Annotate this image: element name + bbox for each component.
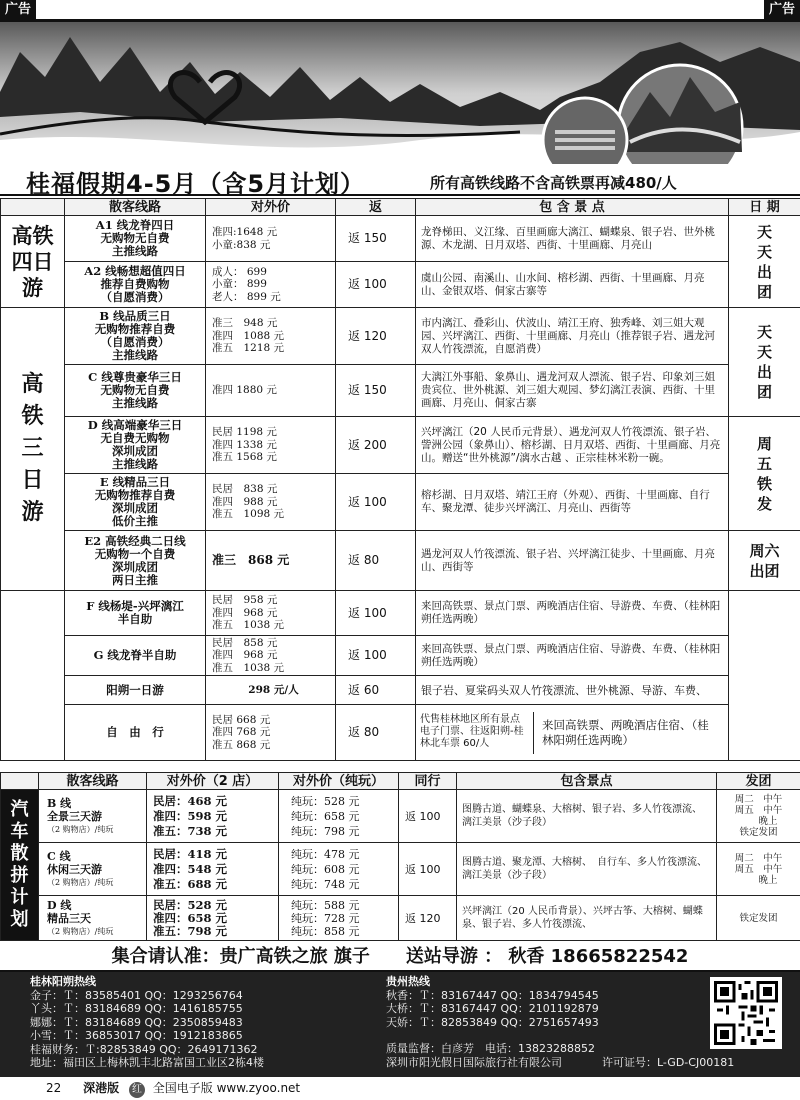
category-bus-label: 汽车散拼计划 <box>10 799 29 930</box>
banner-image <box>0 22 800 164</box>
route-name: C 线尊贵豪华三日 无购物无自费 主推线路 <box>65 365 206 417</box>
route-return: 返 120 <box>336 308 416 365</box>
bus-col-depart: 发团 <box>717 773 800 790</box>
rail-row <box>1 591 800 636</box>
bus-col-route: 散客线路 <box>39 773 147 790</box>
footer-right <box>386 975 734 1069</box>
footer-line: 娜娜：Ｔ：83184689 QQ：2350859483 <box>30 1015 243 1029</box>
bus-pure-price: 纯玩：478 元 纯玩：608 元 纯玩：748 元 <box>279 843 399 896</box>
bus-return: 返 100 <box>399 843 457 896</box>
route-name: E2 高铁经典二日线 无购物一个自费 深圳成团 两日主推 <box>65 531 206 591</box>
route-price: 民居 838 元 准四 988 元 准五 1098 元 <box>206 474 336 531</box>
bus-depart: 铁定发团 <box>717 896 800 941</box>
route-return: 返 80 <box>336 531 416 591</box>
footer-line: 天娇：Ｔ：82853849 QQ：2751657493 <box>386 1015 599 1029</box>
footer-line: 地址：福田区上梅林凯丰北路富国工业区2栋4楼 <box>30 1056 264 1069</box>
footer-supervise: 质量监督：白彦芳 电话：13823288852 <box>386 1042 595 1055</box>
bus-route-line: D 线 <box>47 898 72 912</box>
footer-line: 小雪：Ｔ：36853017 QQ：1912183865 <box>30 1029 243 1042</box>
rail-row <box>1 308 800 365</box>
date-label: 天天出团 <box>756 222 772 301</box>
bus-pure-price: 纯玩：528 元 纯玩：658 元 纯玩：798 元 <box>279 790 399 843</box>
bus-depart: 周二 中午 周五 中午 晚上 <box>717 843 800 896</box>
category-three-day <box>1 308 65 591</box>
category-four-day <box>1 216 65 308</box>
ad-tag-left: 广告 <box>0 0 36 20</box>
date-daily-2 <box>729 308 800 417</box>
bus-pure-price: 纯玩：588 元 纯玩：728 元 纯玩：858 元 <box>279 896 399 941</box>
rail-row <box>1 216 800 262</box>
bus-route-line: C 线 <box>47 849 71 863</box>
route-return: 返 200 <box>336 417 416 474</box>
footer-line: 桂福财务：Ｔ:82853849 QQ：2649171362 <box>30 1042 258 1056</box>
col-date: 日 期 <box>729 199 800 216</box>
route-price: 准四:1648 元 小童:838 元 <box>206 216 336 262</box>
bus-row <box>1 896 800 941</box>
bus-return: 返 100 <box>399 790 457 843</box>
route-price: 民居 858 元 准四 968 元 准五 1038 元 <box>206 636 336 676</box>
bus-depart: 周二 中午 周五 中午 晚上 铁定发团 <box>717 790 800 843</box>
route-name: F 线杨堤-兴坪漓江 半自助 <box>65 591 206 636</box>
rail-table <box>0 198 800 761</box>
route-price: 民居 1198 元 准四 1338 元 准五 1568 元 <box>206 417 336 474</box>
route-scenic: 虞山公园、南溪山、山水间、榕杉湖、西街、十里画廊、月亮山、金银双塔、侗家古寨等 <box>416 262 729 308</box>
col-price: 对外价 <box>206 199 336 216</box>
route-return: 返 150 <box>336 365 416 417</box>
category-bus <box>1 790 39 941</box>
edition-badge-icon: 红 <box>129 1082 145 1098</box>
col-return: 返 <box>336 199 416 216</box>
bus-route <box>39 790 147 843</box>
route-return: 返 100 <box>336 262 416 308</box>
route-scenic-b: 来回高铁票、两晚酒店住宿、（桂林阳朔任选两晚） <box>542 717 709 747</box>
route-price: 298 元/人 <box>206 676 336 705</box>
bus-route-title: 精品三天 <box>47 911 91 925</box>
qr-code <box>710 977 782 1049</box>
route-price: 准四 1880 元 <box>206 365 336 417</box>
rail-header-row <box>1 199 800 216</box>
bus-route-note: （2 购物店）/纯玩 <box>47 926 114 936</box>
date-saturday <box>729 531 800 591</box>
date-label: 周六出团 <box>749 541 780 580</box>
bus-price: 民居：468 元 准四：598 元 准五：738 元 <box>147 790 279 843</box>
bus-price: 民居：528 元 准四：658 元 准五：798 元 <box>147 896 279 941</box>
contact-bar: 集合请认准：贵广高铁之旅 旗子 送站导游 ： 秋香 18665822542 <box>0 942 800 972</box>
rail-row <box>1 365 800 417</box>
footer-license: 许可证号：L-GD-CJ00181 <box>602 1055 735 1069</box>
headline-note: 所有高铁线路不含高铁票再减480/人 <box>430 174 677 192</box>
bus-row <box>1 843 800 896</box>
route-return: 返 150 <box>336 216 416 262</box>
route-scenic-a: 代售桂林地区所有景点电子门票、往返阳朔-桂林北车票 60/人 <box>416 712 534 754</box>
footer-left <box>30 975 264 1070</box>
route-scenic: 大漓江外事船、象鼻山、遇龙河双人漂流、银子岩、印象刘三姐贵宾位、世外桃源、刘三姐大观园、梦幻漓江表演、西街、十里画廊、月亮山、侗家古寨 <box>416 365 729 417</box>
footer-left-title: 桂林阳朔热线 <box>30 975 96 988</box>
rail-row <box>1 417 800 474</box>
bus-row <box>1 790 800 843</box>
bus-route-title: 休闲三天游 <box>47 862 102 876</box>
route-name: D 线高端豪华三日 无自费无购物 深圳成团 主推线路 <box>65 417 206 474</box>
route-return: 返 100 <box>336 474 416 531</box>
bus-route <box>39 843 147 896</box>
page-number: 22 <box>46 1081 62 1095</box>
rail-row <box>1 676 800 705</box>
route-return: 返 80 <box>336 705 416 761</box>
date-label: 周五铁发 <box>756 434 772 513</box>
rail-row <box>1 474 800 531</box>
route-name: 阳朔一日游 <box>65 676 206 705</box>
headline-title: 桂福假期4-5月（含5月计划） <box>26 170 366 198</box>
route-name: G 线龙脊半自助 <box>65 636 206 676</box>
bus-return: 返 120 <box>399 896 457 941</box>
edition-label: 深港版 <box>83 1081 120 1095</box>
footer-line: 丫头：Ｔ：83184689 QQ：1416185755 <box>30 1002 243 1015</box>
rail-row <box>1 531 800 591</box>
headline <box>0 164 800 196</box>
route-price: 民居 668 元 准四 768 元 准五 868 元 <box>206 705 336 761</box>
bus-col-scenic: 包含景点 <box>457 773 717 790</box>
footer-line: 大桥：Ｔ：83167447 QQ：2101192879 <box>386 1002 599 1015</box>
bus-col-pure: 对外价（纯玩） <box>279 773 399 790</box>
route-return: 返 60 <box>336 676 416 705</box>
bus-route <box>39 896 147 941</box>
bus-col-price: 对外价（2 店） <box>147 773 279 790</box>
route-price: 准三 948 元 准四 1088 元 准五 1218 元 <box>206 308 336 365</box>
route-name: A2 线畅想超值四日 推荐自费购物 （自愿消费） <box>65 262 206 308</box>
ad-tag-right: 广告 <box>764 0 800 20</box>
route-scenic: 市内漓江、叠彩山、伏波山、靖江王府、独秀峰、刘三姐大观园、兴坪漓江、西街、十里画廊、月亮山（推荐银子岩、遇龙河双人竹筏漂流，自愿消费） <box>416 308 729 365</box>
route-scenic: 来回高铁票、景点门票、两晚酒店住宿、导游费、车费、（桂林阳朔任选两晚） <box>416 636 729 676</box>
rail-row <box>1 262 800 308</box>
date-daily-1 <box>729 216 800 308</box>
route-name: 自 由 行 <box>65 705 206 761</box>
route-return: 返 100 <box>336 591 416 636</box>
bus-col-return: 同行 <box>399 773 457 790</box>
bus-header-row <box>1 773 800 790</box>
route-price: 成人： 699 小童： 899 老人： 899 元 <box>206 262 336 308</box>
route-scenic-split <box>416 705 729 761</box>
route-scenic: 龙脊梯田、义江缘、百里画廊大漓江、蝴蝶泉、银子岩、世外桃源、木龙湖、日月双塔、西街、十里画廊、月亮山 <box>416 216 729 262</box>
bus-scenic: 图腾古道、聚龙潭、大榕树、 自行车、多人竹筏漂流、漓江美景（沙子段） <box>457 843 717 896</box>
bus-route-note: （2 购物店）/纯玩 <box>47 824 114 834</box>
route-price: 准三 868 元 <box>206 531 336 591</box>
bus-price: 民居：418 元 准四：548 元 准五：688 元 <box>147 843 279 896</box>
category-four-day-label: 高铁四日游 <box>11 223 54 300</box>
route-scenic: 银子岩、夏棠码头双人竹筏漂流、世外桃源、导游、车费、 <box>416 676 729 705</box>
bus-route-note: （2 购物店）/纯玩 <box>47 877 114 887</box>
date-label: 天天出团 <box>756 323 772 401</box>
route-name: E 线精品三日 无购物推荐自费 深圳成团 低价主推 <box>65 474 206 531</box>
footer <box>0 972 800 1077</box>
footer-line: 金子：Ｔ：83585401 QQ：1293256764 <box>30 988 243 1002</box>
bus-scenic: 图腾古道、蝴蝶泉、大榕树、银子岩、多人竹筏漂流、漓江美景（沙子段） <box>457 790 717 843</box>
bus-route-line: B 线 <box>47 796 72 810</box>
footer-line: 秋香：Ｔ：83167447 QQ：1834794545 <box>386 988 599 1002</box>
route-name: A1 线龙脊四日 无购物无自费 主推线路 <box>65 216 206 262</box>
bus-scenic: 兴坪漓江（20 人民币背景）、兴坪古筝、大榕树、蝴蝶泉、银子岩、多人竹筏漂流、 <box>457 896 717 941</box>
footer-right-title: 贵州热线 <box>386 975 430 988</box>
route-scenic: 兴坪漓江（20 人民币元背景）、遇龙河双人竹筏漂流、银子岩、訾洲公园（象鼻山）、榕杉湖、日月双塔、西街、十里画廊、月亮山。赠送“世外桃源”/漓水古越 、正宗桂林米粉一碗。 <box>416 417 729 474</box>
footer-company-row <box>386 1056 734 1070</box>
category-three-day-label: 高铁三日游 <box>21 372 44 525</box>
route-price: 民居 958 元 准四 968 元 准五 1038 元 <box>206 591 336 636</box>
route-name: B 线品质三日 无购物推荐自费 （自愿消费） 主推线路 <box>65 308 206 365</box>
site-url: 全国电子版 www.zyoo.net <box>152 1081 301 1095</box>
page-bar <box>0 1077 800 1100</box>
rail-row <box>1 636 800 676</box>
bus-table <box>0 772 800 941</box>
col-route: 散客线路 <box>65 199 206 216</box>
col-scenic: 包 含 景 点 <box>416 199 729 216</box>
bus-route-title: 全景三天游 <box>47 809 102 823</box>
route-return: 返 100 <box>336 636 416 676</box>
footer-company: 深圳市阳光假日国际旅行社有限公司 <box>386 1055 562 1069</box>
rail-row <box>1 705 800 761</box>
date-friday-rail <box>729 417 800 531</box>
route-scenic: 来回高铁票、景点门票、两晚酒店住宿、导游费、车费、（桂林阳朔任选两晚） <box>416 591 729 636</box>
route-scenic: 遇龙河双人竹筏漂流、银子岩、兴坪漓江徒步、十里画廊、月亮山、西街等 <box>416 531 729 591</box>
route-scenic: 榕杉湖、日月双塔、靖江王府（外观）、西街、十里画廊、自行车、聚龙潭、徒步兴坪漓江、月亮山、西街等 <box>416 474 729 531</box>
